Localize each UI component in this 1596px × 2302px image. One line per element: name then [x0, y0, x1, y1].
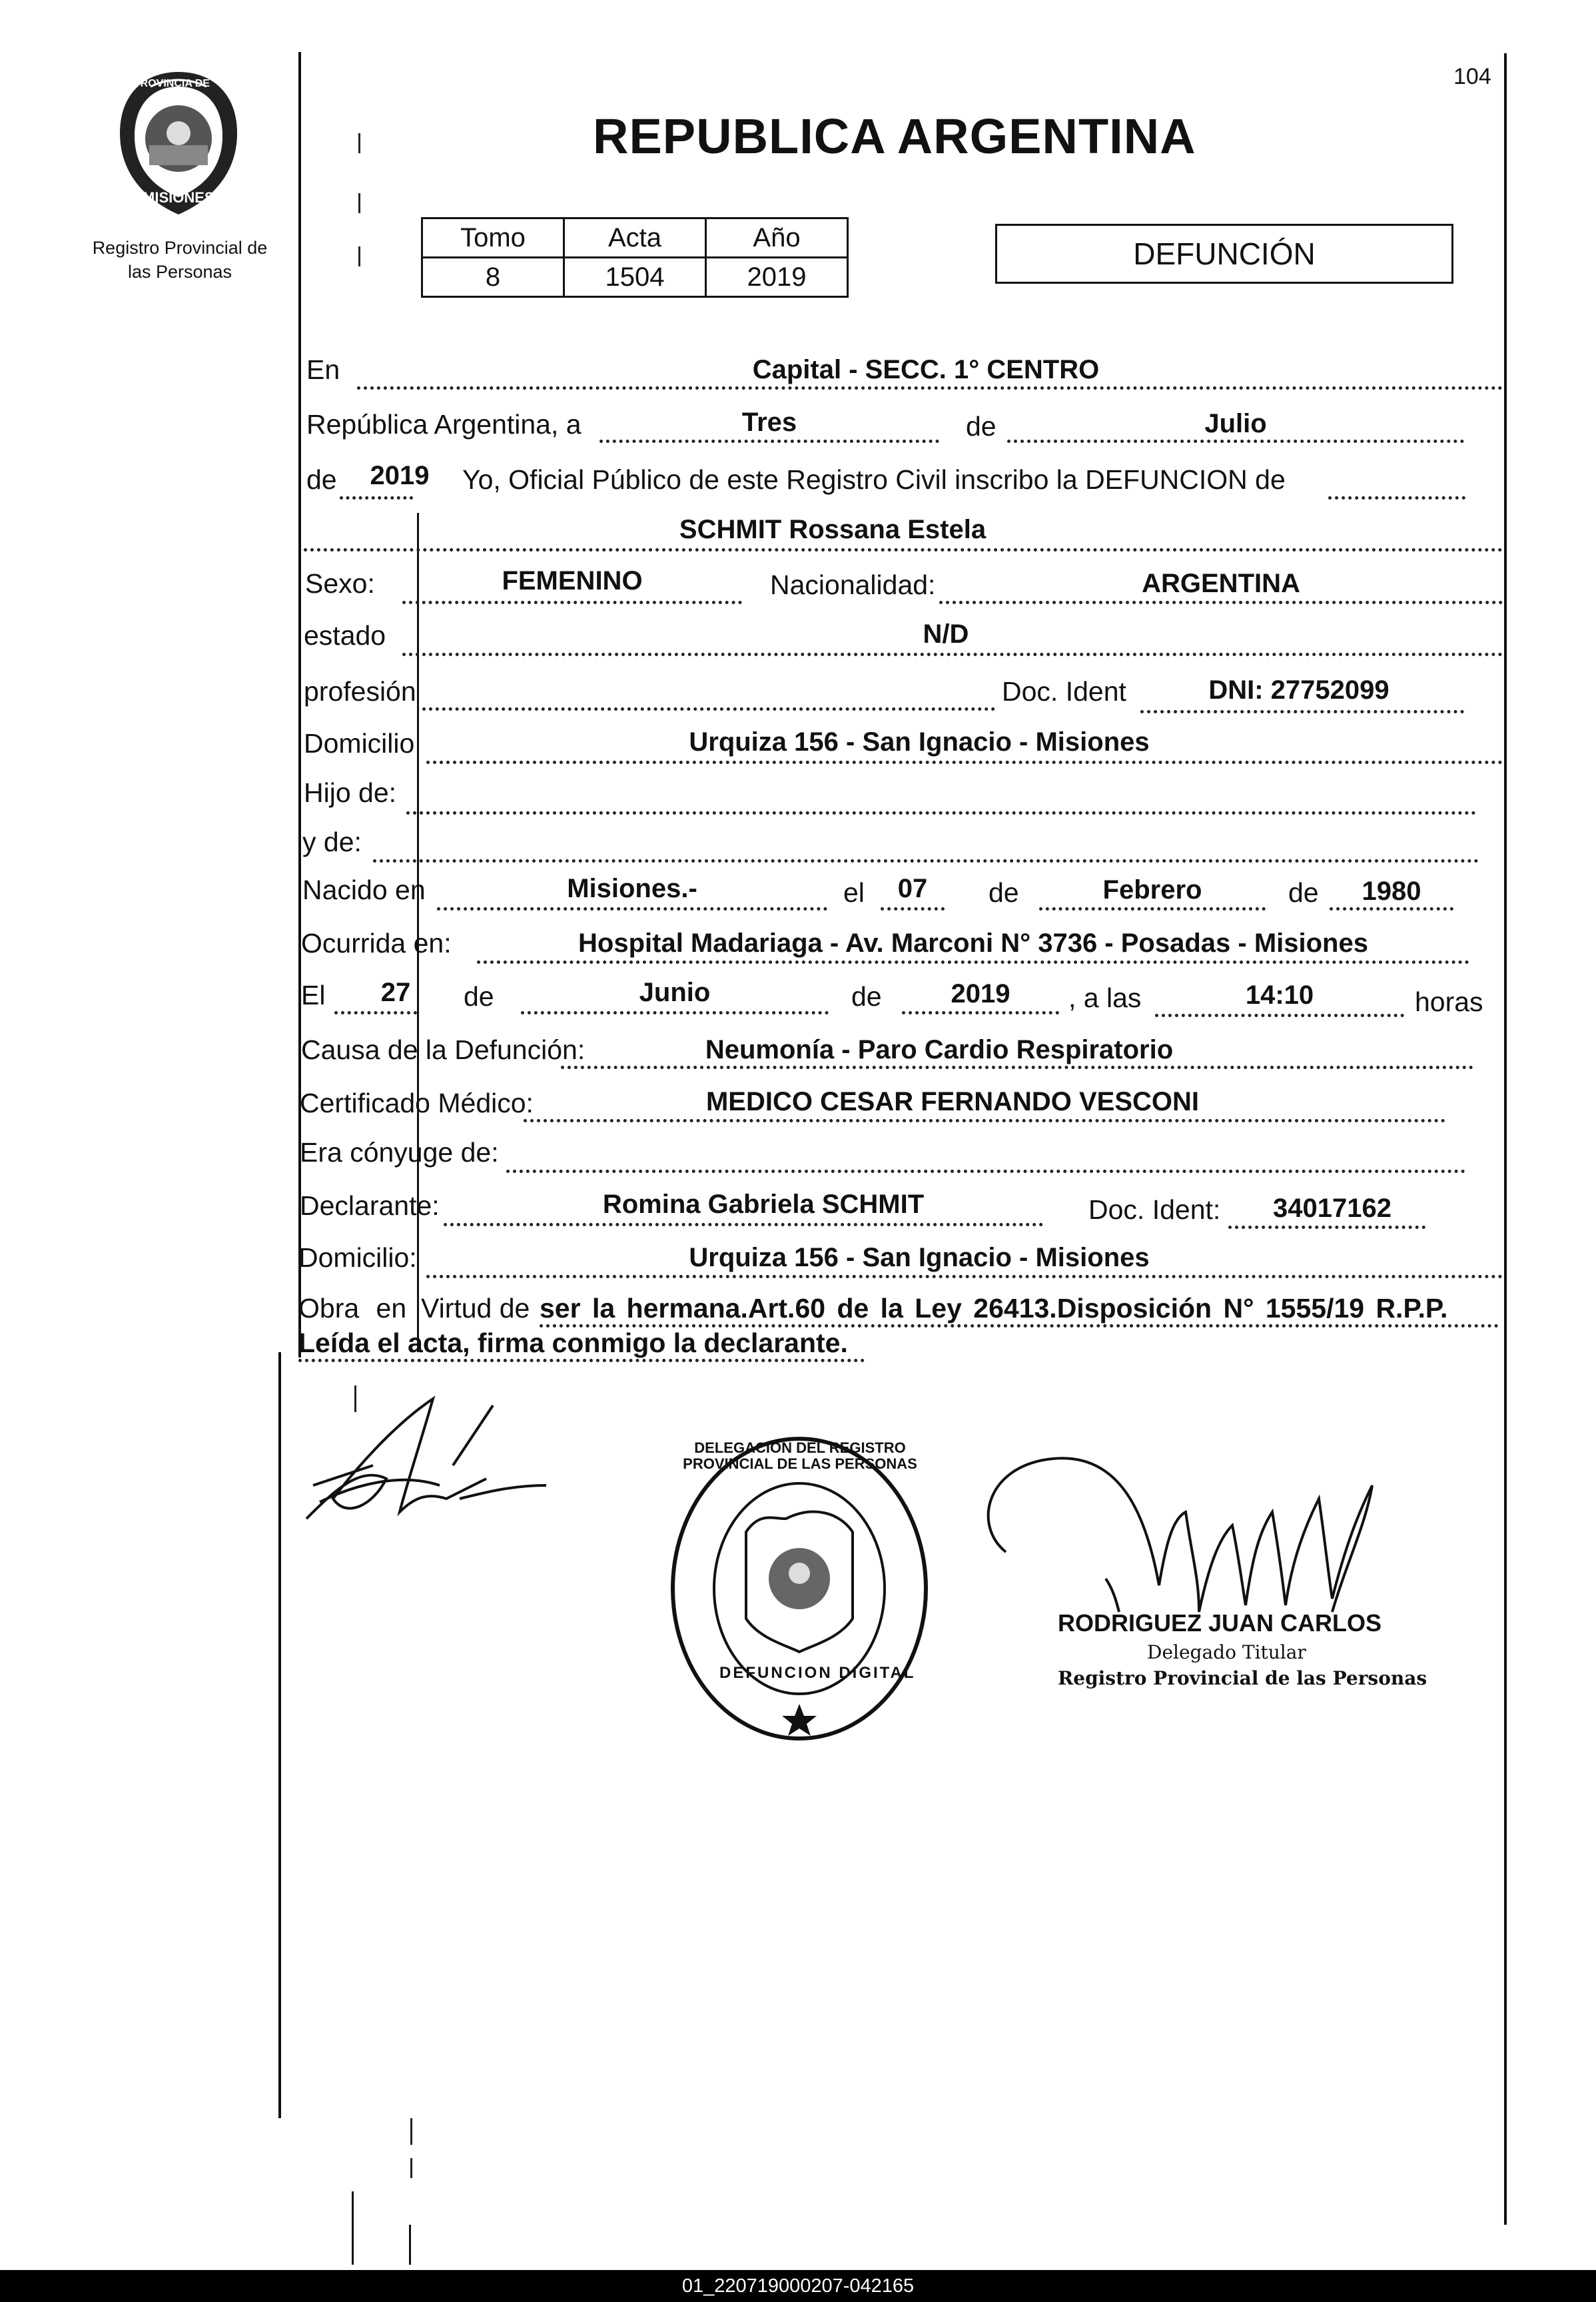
- dia-texto-value: Tres: [741, 408, 797, 437]
- y-label: y de:: [302, 827, 362, 857]
- certificado-value: MEDICO CESAR FERNANDO VESCONI: [705, 1087, 1200, 1116]
- el-label: el: [843, 877, 865, 908]
- domicilio-label: Domicilio: [304, 728, 415, 759]
- def-dia-value: 27: [380, 978, 411, 1007]
- anio-label: de: [306, 464, 337, 495]
- acta-header-tomo: Tomo: [422, 218, 564, 258]
- logo-caption-line1: Registro Provincial de: [92, 238, 268, 258]
- causa-line: [561, 1066, 1473, 1069]
- registry-stamp: [666, 1432, 933, 1745]
- signer-role: Delegado Titular: [1147, 1641, 1306, 1663]
- sexo-line: [402, 601, 742, 604]
- conyuge-line: [506, 1170, 1465, 1173]
- domicilio2-label: Domicilio:: [298, 1242, 417, 1273]
- ocurrida-label: Ocurrida en:: [301, 928, 452, 959]
- def-anio-value: 2019: [951, 979, 1010, 1008]
- document-kind: DEFUNCIÓN: [995, 224, 1453, 284]
- intro-text: Yo, Oficial Público de este Registro Civil inscribo la DEFUNCION de: [462, 464, 1286, 495]
- en-label: En: [306, 354, 340, 385]
- stamp-inner-text: DEFUNCION DIGITAL: [719, 1664, 916, 1682]
- declarante-value: Romina Gabriela SCHMIT: [602, 1190, 925, 1219]
- bottom-stub-line: [409, 2225, 411, 2265]
- acta-header-acta: Acta: [564, 218, 706, 258]
- causa-value: Neumonía - Paro Cardio Respiratorio: [705, 1035, 1174, 1064]
- nacido-lugar-value: Misiones.-: [567, 874, 697, 903]
- profesion-line: [422, 707, 995, 711]
- def-de1-label: de: [464, 981, 494, 1012]
- def-mes-value: Junio: [639, 978, 711, 1007]
- nac-mes-line: [1039, 907, 1266, 911]
- stamp-ring-text: DELEGACION DEL REGISTRO PROVINCIAL DE LAS PERSONAS: [683, 1439, 917, 1473]
- estado-line: [402, 653, 1503, 656]
- domicilio-value: Urquiza 156 - San Ignacio - Misiones: [689, 727, 1150, 757]
- causa-label: Causa de la Defunción:: [301, 1034, 586, 1065]
- signer-org: Registro Provincial de las Personas: [1058, 1667, 1427, 1689]
- domicilio-line: [426, 761, 1503, 764]
- el2-label: El: [301, 980, 326, 1010]
- left-border-line-lower: [278, 1352, 281, 2118]
- de-label: de: [966, 411, 997, 442]
- logo-caption-line2: las Personas: [127, 262, 232, 282]
- official-signature: [946, 1445, 1412, 1632]
- declarant-signature: [293, 1385, 560, 1539]
- lugar-value: Capital - SECC. 1° CENTRO: [752, 355, 1100, 384]
- nacionalidad-value: ARGENTINA: [1142, 569, 1300, 598]
- right-border-line: [1504, 53, 1507, 2225]
- fallecido-line: [304, 548, 1503, 552]
- ocurrida-value: Hospital Madariaga - Av. Marconi N° 3736 - Posadas - Misiones: [578, 929, 1368, 958]
- intro-line: [1328, 496, 1465, 500]
- nac-mes-value: Febrero: [1102, 875, 1202, 905]
- ocurrida-line: [477, 960, 1469, 964]
- sexo-value: FEMENINO: [502, 566, 643, 595]
- estado-label: estado: [304, 620, 386, 651]
- lugar-line: [357, 386, 1503, 390]
- signer-name: RODRIGUEZ JUAN CARLOS: [1058, 1609, 1382, 1637]
- acta-value-tomo: 8: [422, 258, 564, 297]
- doc2-value: 34017162: [1273, 1194, 1392, 1223]
- acta-value-row: [422, 258, 848, 297]
- file-id-footer: 01_220719000207-042165: [0, 2270, 1596, 2302]
- hijo-label: Hijo de:: [304, 777, 397, 808]
- logo-caption: [67, 236, 293, 284]
- nac-anio-value: 1980: [1362, 877, 1421, 906]
- conyuge-label: Era cónyuge de:: [300, 1137, 499, 1168]
- nac-de2-label: de: [1288, 877, 1319, 908]
- nac-dia-value: 07: [897, 874, 928, 903]
- nacionalidad-label: Nacionalidad:: [770, 570, 936, 600]
- nac-de1-label: de: [989, 877, 1019, 908]
- sexo-label: Sexo:: [305, 568, 375, 599]
- leida-line: [298, 1359, 865, 1362]
- fold-dash: [358, 133, 360, 153]
- virtud-de-label: Virtud de: [421, 1293, 530, 1324]
- declarante-line: [444, 1223, 1043, 1226]
- anio-line: [340, 496, 413, 500]
- domicilio2-line: [426, 1275, 1503, 1278]
- logo-text-bottom: MISIONES: [143, 189, 214, 206]
- mes-line: [1007, 440, 1464, 443]
- horas-label: horas: [1415, 986, 1483, 1017]
- declarante-label: Declarante:: [300, 1190, 440, 1221]
- profesion-label: profesión: [304, 676, 416, 707]
- def-dia-line: [334, 1011, 417, 1014]
- nac-dia-line: [881, 907, 945, 911]
- hora-line: [1155, 1014, 1404, 1017]
- def-mes-line: [521, 1011, 829, 1014]
- doc2-line: [1228, 1226, 1425, 1229]
- mes-texto-value: Julio: [1204, 409, 1267, 438]
- certificado-line: [524, 1119, 1445, 1122]
- dia-line: [599, 440, 939, 443]
- certificado-label: Certificado Médico:: [300, 1088, 534, 1118]
- nacido-label: Nacido en: [302, 875, 426, 905]
- hijo-line: [406, 811, 1476, 815]
- hora-value: 14:10: [1245, 980, 1314, 1010]
- acta-value-acta: 1504: [564, 258, 706, 297]
- def-anio-line: [902, 1011, 1059, 1014]
- acta-value-anio: 2019: [706, 258, 848, 297]
- nacionalidad-line: [939, 601, 1503, 604]
- doc-line: [1140, 710, 1464, 713]
- anio-value: 2019: [370, 461, 430, 490]
- y-line: [373, 859, 1479, 863]
- fold-dash: [358, 193, 360, 213]
- doc-label: Doc. Ident: [1002, 676, 1126, 707]
- acta-header-anio: Año: [706, 218, 848, 258]
- signature-caption: [1058, 1609, 1427, 1689]
- republica-label: República Argentina, a: [306, 409, 582, 440]
- def-de2-label: de: [851, 981, 882, 1012]
- estado-value: N/D: [923, 619, 969, 649]
- page-number: 104: [1453, 64, 1491, 89]
- fold-dash: [410, 2158, 412, 2178]
- leida-text: Leída el acta, firma conmigo la declarante.: [298, 1328, 848, 1358]
- obra-texto: ser la hermana.Art.60 de la Ley 26413.Disposición N° 1555/19 R.P.P.: [540, 1293, 1448, 1324]
- domicilio2-value: Urquiza 156 - San Ignacio - Misiones: [689, 1243, 1150, 1272]
- nac-anio-line: [1330, 907, 1453, 911]
- obra-en-label: Obra en: [298, 1293, 407, 1324]
- fold-dash: [410, 2118, 412, 2145]
- fold-dash: [358, 246, 360, 266]
- fallecido-value: SCHMIT Rossana Estela: [679, 515, 987, 544]
- bottom-stub-line: [352, 2191, 354, 2265]
- doc-value: DNI: 27752099: [1208, 675, 1390, 705]
- acta-table: [421, 217, 849, 298]
- doc2-label: Doc. Ident:: [1088, 1194, 1221, 1225]
- alas-label: , a las: [1068, 982, 1142, 1013]
- acta-header-row: [422, 218, 848, 258]
- page-title: REPUBLICA ARGENTINA: [593, 109, 1196, 164]
- nacido-lugar-line: [437, 907, 827, 911]
- logo-text-top: PROVINCIA DE: [133, 78, 210, 89]
